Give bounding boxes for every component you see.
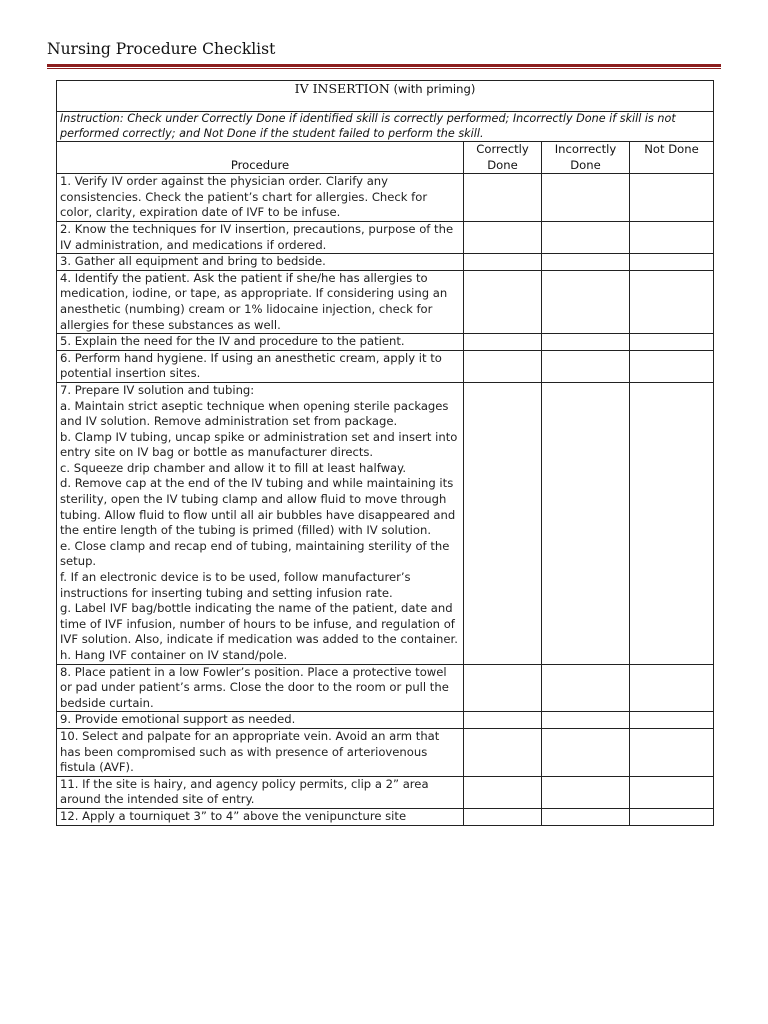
table-row — [57, 728, 714, 776]
procedure-step-line: 10. Select and palpate for an appropriate vein. Avoid an arm that has been compromised such as with presence of arteriovenous fistula (AVF). — [60, 728, 440, 775]
table-row — [57, 270, 714, 333]
header-incorrectly-done-line2: Done — [570, 157, 601, 172]
not-done-cell[interactable] — [630, 728, 714, 776]
incorrectly-done-cell[interactable] — [542, 174, 630, 222]
incorrectly-done-cell[interactable] — [542, 334, 630, 351]
incorrectly-done-cell[interactable] — [542, 382, 630, 664]
procedure-step — [57, 270, 464, 333]
incorrectly-done-cell[interactable] — [542, 776, 630, 808]
procedure-step — [57, 728, 464, 776]
correctly-done-cell[interactable] — [464, 712, 542, 729]
procedure-step-line: f. If an electronic device is to be used, follow manufacturer’s instructions for inserting tubing and setting infusion rate. — [60, 570, 411, 600]
not-done-cell[interactable] — [630, 776, 714, 808]
instruction-text: Check under Correctly Done if identified skill is correctly performed; Incorrectly Done if skill is not performed correctly; and Not Done if the student failed to perform the skill. — [60, 112, 676, 140]
checklist-title — [57, 81, 714, 112]
incorrectly-done-cell[interactable] — [542, 664, 630, 712]
document-title: Nursing Procedure Checklist — [47, 40, 276, 58]
not-done-cell[interactable] — [630, 664, 714, 712]
not-done-cell[interactable] — [630, 808, 714, 825]
table-row — [57, 712, 714, 729]
procedure-step-line: 8. Place patient in a low Fowler’s position. Place a protective towel or pad under patient’s arms. Close the door to the room or pull the bedside curtain. — [60, 664, 449, 710]
incorrectly-done-cell[interactable] — [542, 712, 630, 729]
instruction-row — [57, 112, 714, 142]
procedure-step-line: b. Clamp IV tubing, uncap spike or administration set and insert into entry site on IV bag or bottle as manufacturer directs. — [60, 429, 458, 460]
not-done-cell[interactable] — [630, 334, 714, 351]
procedure-step — [57, 776, 464, 808]
procedure-step-line: 4. Identify the patient. Ask the patient if she/he has allergies to medication, iodine, or tape, as appropriate. If considering using an anesthetic (numbing) cream or 1% lidocaine injection, check for allergies for these substances as well. — [60, 270, 448, 332]
incorrectly-done-cell[interactable] — [542, 808, 630, 825]
table-row — [57, 776, 714, 808]
not-done-cell[interactable] — [630, 382, 714, 664]
procedure-step-line: h. Hang IVF container on IV stand/pole. — [60, 648, 288, 662]
correctly-done-cell[interactable] — [464, 174, 542, 222]
incorrectly-done-cell[interactable] — [542, 254, 630, 271]
not-done-cell[interactable] — [630, 254, 714, 271]
header-rule — [47, 64, 721, 67]
procedure-step-line: e. Close clamp and recap end of tubing, maintaining sterility of the setup. — [60, 538, 450, 569]
procedure-step — [57, 712, 464, 729]
not-done-cell[interactable] — [630, 221, 714, 253]
correctly-done-cell[interactable] — [464, 270, 542, 333]
table-row — [57, 254, 714, 271]
procedure-step-line: 7. Prepare IV solution and tubing: — [60, 382, 255, 397]
incorrectly-done-cell[interactable] — [542, 270, 630, 333]
header-not-done: Not Done — [630, 142, 714, 174]
header-row — [57, 142, 714, 174]
header-rule-thin — [47, 68, 721, 69]
procedure-step-line: 3. Gather all equipment and bring to bedside. — [60, 254, 326, 269]
procedure-step — [57, 664, 464, 712]
header-correctly-done-line1: Correctly — [476, 142, 529, 156]
table-row — [57, 221, 714, 253]
instruction-cell — [57, 112, 714, 142]
steps-body — [57, 174, 714, 825]
incorrectly-done-cell[interactable] — [542, 221, 630, 253]
correctly-done-cell[interactable] — [464, 334, 542, 351]
correctly-done-cell[interactable] — [464, 664, 542, 712]
correctly-done-cell[interactable] — [464, 728, 542, 776]
correctly-done-cell[interactable] — [464, 350, 542, 382]
table-row — [57, 350, 714, 382]
procedure-step-line: a. Maintain strict aseptic technique when opening sterile packages and IV solution. Remove administration set from package. — [60, 398, 449, 429]
incorrectly-done-cell[interactable] — [542, 728, 630, 776]
procedure-step — [57, 334, 464, 351]
correctly-done-cell[interactable] — [464, 382, 542, 664]
table-row — [57, 382, 714, 664]
procedure-step — [57, 254, 464, 271]
instruction-label: Instruction: — [60, 112, 124, 125]
procedure-step-line: d. Remove cap at the end of the IV tubing and while maintaining its sterility, open the IV tubing clamp and allow fluid to move through tubing. Allow fluid to flow until all air bubbles have disappeared and the entire length of the tubing is primed (filled) with IV solution. — [60, 476, 456, 538]
procedure-checklist-table — [56, 80, 714, 826]
incorrectly-done-cell[interactable] — [542, 350, 630, 382]
procedure-step-line: 12. Apply a tourniquet 3” to 4” above the venipuncture site — [60, 808, 407, 823]
header-correctly-done — [464, 142, 542, 174]
procedure-step-line: 1. Verify IV order against the physician order. Clarify any consistencies. Check the patient’s chart for allergies. Check for color, clarity, expiration date of IVF to be infuse. — [60, 174, 428, 220]
not-done-cell[interactable] — [630, 174, 714, 222]
checklist-title-row — [57, 81, 714, 112]
checklist-title-main: IV INSERTION — [294, 81, 390, 96]
not-done-cell[interactable] — [630, 712, 714, 729]
procedure-step — [57, 221, 464, 253]
procedure-step-line: c. Squeeze drip chamber and allow it to fill at least halfway. — [60, 460, 407, 475]
table-row — [57, 174, 714, 222]
header-incorrectly-done — [542, 142, 630, 174]
procedure-step — [57, 808, 464, 825]
not-done-cell[interactable] — [630, 350, 714, 382]
procedure-step-line: g. Label IVF bag/bottle indicating the name of the patient, date and time of IVF infusion, number of hours to be infuse, and regulation of IVF solution. Also, indicate if medication was added to the container. — [60, 601, 458, 647]
header-procedure: Procedure — [57, 142, 464, 174]
table-row — [57, 334, 714, 351]
correctly-done-cell[interactable] — [464, 808, 542, 825]
correctly-done-cell[interactable] — [464, 221, 542, 253]
table-row — [57, 664, 714, 712]
procedure-step — [57, 174, 464, 222]
procedure-step-line: 2. Know the techniques for IV insertion, precautions, purpose of the IV administration, and medications if ordered. — [60, 221, 454, 252]
table-row — [57, 808, 714, 825]
procedure-step-line: 9. Provide emotional support as needed. — [60, 712, 296, 727]
correctly-done-cell[interactable] — [464, 254, 542, 271]
checklist-title-sub: (with priming) — [393, 82, 476, 96]
not-done-cell[interactable] — [630, 270, 714, 333]
procedure-step — [57, 382, 464, 664]
procedure-step-line: 5. Explain the need for the IV and procedure to the patient. — [60, 334, 405, 349]
procedure-step — [57, 350, 464, 382]
procedure-step-line: 11. If the site is hairy, and agency policy permits, clip a 2” area around the intended site of entry. — [60, 776, 429, 807]
header-correctly-done-line2: Done — [487, 157, 518, 172]
correctly-done-cell[interactable] — [464, 776, 542, 808]
procedure-step-line: 6. Perform hand hygiene. If using an anesthetic cream, apply it to potential insertion sites. — [60, 350, 442, 381]
header-incorrectly-done-line1: Incorrectly — [554, 142, 617, 156]
